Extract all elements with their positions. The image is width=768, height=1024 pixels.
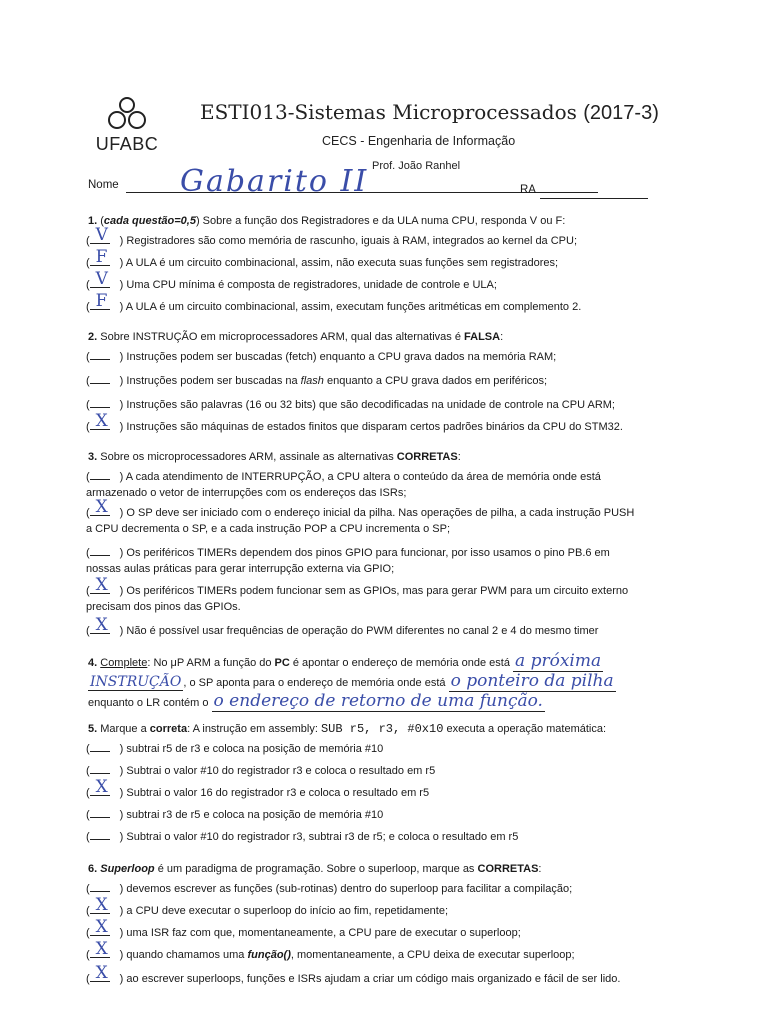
question-number: 3. xyxy=(88,451,98,463)
answer-mark: X xyxy=(95,895,108,915)
q1-text: ) Sobre a função dos Registradores e da ULA numa CPU, responda V ou F: xyxy=(195,215,566,227)
option-text: Não é possível usar frequências de operação do PWM diferentes no canal 2 e 4 do mesmo timer xyxy=(126,625,599,637)
q4-answer-2: o ponteiro da pilha xyxy=(450,671,614,691)
answer-mark: X xyxy=(95,939,108,959)
q6-option-3: ( X ) uma ISR faz com que, momentaneamente, a CPU pare de executar o superloop; xyxy=(86,917,521,939)
question-number: 6. xyxy=(88,863,98,875)
q1-option-1: ( V ) Registradores são como memória de rascunho, iguais à RAM, integrados ao kernel da CPU; xyxy=(86,225,578,247)
q6-option-2: ( X ) a CPU deve executar o superloop do início ao fim, repetidamente; xyxy=(86,895,449,917)
answer-mark: X xyxy=(95,411,108,431)
option-text: subtrai r5 de r3 e coloca na posição de memória #10 xyxy=(126,743,384,755)
answer-mark: X xyxy=(95,615,108,635)
q1-option-4: ( F ) A ULA é um circuito combinacional, assim, executam funções aritméticas em complemento 2. xyxy=(86,291,582,313)
option-text: uma ISR faz com que, momentaneamente, a CPU pare de executar o superloop; xyxy=(126,927,521,939)
answer-mark: V xyxy=(95,225,108,245)
question-number: 5. xyxy=(88,723,98,735)
q4-text: : No μP ARM a função do xyxy=(147,657,275,669)
option-text: devemos escrever as funções (sub-rotinas) dentro do superloop para facilitar a compilação; xyxy=(126,883,573,895)
q3-option-2: ( X ) O SP deve ser iniciado com o endereço inicial da pilha. Nas operações de pilha, a cada instrução PUSH xyxy=(86,497,635,519)
option-emphasis: função() xyxy=(247,949,291,961)
option-text: Os periféricos TIMERs dependem dos pinos GPIO para funcionar, por isso usamos o pino PB.6 em xyxy=(126,547,610,559)
option-text: Instruções são máquinas de estados finitos que disparam certos padrões binários da CPU do STM32. xyxy=(126,421,623,433)
q6-emphasis-b: CORRETAS xyxy=(477,863,539,875)
q4-answer-1a: a próxima xyxy=(515,651,602,671)
option-text-cont: armazenado o vetor de interrupções com os endereços das ISRs; xyxy=(86,487,407,499)
q1-emphasis: cada questão=0,5 xyxy=(103,215,196,227)
course-title xyxy=(200,100,659,125)
professor-name: Prof. João Ranhel xyxy=(372,160,461,172)
question-4-line-2 xyxy=(88,671,616,691)
question-3 xyxy=(88,450,461,465)
q2-text-end: : xyxy=(500,331,504,343)
course-year: (2017-3) xyxy=(583,102,659,124)
question-4 xyxy=(88,651,603,671)
question-1 xyxy=(88,214,565,229)
q1-option-3: ( V ) Uma CPU mínima é composta de registradores, unidade de controle e ULA; xyxy=(86,269,497,291)
q3-option-4-cont xyxy=(86,600,241,615)
question-5 xyxy=(88,722,606,737)
q6-text-end: : xyxy=(538,863,542,875)
answer-mark: X xyxy=(95,917,108,937)
ra-label: RA xyxy=(520,184,536,196)
question-number: 1. xyxy=(88,215,98,227)
option-text: Instruções são palavras (16 ou 32 bits) que são decodificadas na unidade de controle na CPU ARM; xyxy=(126,399,615,411)
q4-text-b: é apontar o endereço de memória onde está xyxy=(289,657,510,669)
q6-option-5: ( X ) ao escrever superloops, funções e ISRs ajudam a criar um código mais organizado e fácil de ser lido. xyxy=(86,963,621,985)
question-number: 4. xyxy=(88,657,98,669)
question-2 xyxy=(88,330,503,345)
answer-mark: X xyxy=(95,777,108,797)
ufabc-logo xyxy=(92,96,162,155)
q2-option-2: ( ) Instruções podem ser buscadas na flash enquanto a CPU grava dados em periféricos; xyxy=(86,375,548,387)
q6-option-1: ( ) devemos escrever as funções (sub-rotinas) dentro do superloop para facilitar a compilação; xyxy=(86,883,573,895)
program-name: CECS - Engenharia de Informação xyxy=(322,134,516,148)
q2-option-4: ( X ) Instruções são máquinas de estados finitos que disparam certos padrões binários da CPU do STM32. xyxy=(86,411,623,433)
option-text: Instruções podem ser buscadas na xyxy=(126,375,301,387)
q5-option-2: ( ) Subtrai o valor #10 do registrador r3 e coloca o resultado em r5 xyxy=(86,765,436,777)
q4-pc: PC xyxy=(274,657,290,669)
q4-answer-3: o endereço de retorno de uma função. xyxy=(213,691,543,711)
question-number: 2. xyxy=(88,331,98,343)
q3-option-3-cont xyxy=(86,562,394,577)
option-text: a CPU deve executar o superloop do início ao fim, repetidamente; xyxy=(126,905,449,917)
q5-text-c: : A instrução em assembly: xyxy=(187,723,321,735)
option-text: ao escrever superloops, funções e ISRs ajudam a criar um código mais organizado e fácil de ser lido. xyxy=(126,973,621,985)
q3-text: Sobre os microprocessadores ARM, assinale as alternativas xyxy=(100,451,397,463)
q5-text-d: executa a operação matemática: xyxy=(443,723,607,735)
option-text: Registradores são como memória de rascunho, iguais à RAM, integrados ao kernel da CPU; xyxy=(126,235,578,247)
q3-option-1: ( ) A cada atendimento de INTERRUPÇÃO, a CPU altera o conteúdo da área de memória onde está xyxy=(86,471,601,483)
name-field-value: Gabarito II xyxy=(180,164,369,199)
q6-option-4: ( X ) quando chamamos uma função(), momentaneamente, a CPU deixa de executar superloop; xyxy=(86,939,575,961)
question-6 xyxy=(88,862,541,877)
ufabc-logo-icon xyxy=(105,96,149,132)
option-text-cont: precisam dos pinos das GPIOs. xyxy=(86,601,241,613)
q2-option-3: ( ) Instruções são palavras (16 ou 32 bits) que são decodificadas na unidade de controle na CPU ARM; xyxy=(86,399,615,411)
option-text: A cada atendimento de INTERRUPÇÃO, a CPU altera o conteúdo da área de memória onde está xyxy=(125,471,601,483)
q5-option-4: ( ) subtrai r3 de r5 e coloca na posição de memória #10 xyxy=(86,809,384,821)
q4-text-c: , o SP aponta para o endereço de memória onde está xyxy=(183,677,446,689)
option-text: Os periféricos TIMERs podem funcionar sem as GPIOs, mas para gerar PWM para um circuito externo xyxy=(126,585,629,597)
q2-emphasis: FALSA xyxy=(464,331,501,343)
q6-emphasis: Superloop xyxy=(100,863,155,875)
option-text: subtrai r3 de r5 e coloca na posição de memória #10 xyxy=(126,809,384,821)
course-name: ESTI013-Sistemas Microprocessados xyxy=(200,100,577,124)
q3-option-2-cont xyxy=(86,522,450,537)
option-text: Uma CPU mínima é composta de registradores, unidade de controle e ULA; xyxy=(126,279,497,291)
q6-text: é um paradigma de programação. Sobre o superloop, marque as xyxy=(154,863,478,875)
option-text: O SP deve ser iniciado com o endereço inicial da pilha. Nas operações de pilha, a cada instrução PUSH xyxy=(126,507,635,519)
q4-answer-1b: INSTRUÇÃO xyxy=(90,674,182,690)
option-text-cont: nossas aulas práticas para gerar interrupção externa via GPIO; xyxy=(86,563,395,575)
q3-option-4: ( X ) Os periféricos TIMERs podem funcionar sem as GPIOs, mas para gerar PWM para um circuito externo xyxy=(86,575,629,597)
answer-mark: X xyxy=(95,497,108,517)
option-text-cont: a CPU decrementa o SP, e a cada instrução POP a CPU incrementa o SP; xyxy=(86,523,451,535)
question-4-line-3 xyxy=(88,691,545,711)
answer-mark: F xyxy=(95,247,108,267)
option-text: Subtrai o valor 16 do registrador r3 e coloca o resultado em r5 xyxy=(126,787,430,799)
q4-text-d: enquanto o LR contém o xyxy=(88,697,209,709)
q5-text: Marque a xyxy=(100,723,150,735)
option-emphasis: flash xyxy=(300,375,324,387)
q5-emphasis: correta xyxy=(149,723,188,735)
q5-option-5: ( ) Subtrai o valor #10 do registrador r3, subtrai r3 de r5; e coloca o resultado em r5 xyxy=(86,831,519,843)
answer-mark: X xyxy=(95,963,108,983)
q1-prefix: ( xyxy=(100,215,104,227)
q3-option-1-cont xyxy=(86,486,406,501)
q1-option-2: ( F ) A ULA é um circuito combinacional, assim, não executa suas funções sem registradores; xyxy=(86,247,559,269)
q3-option-5: ( X ) Não é possível usar frequências de operação do PWM diferentes no canal 2 e 4 do mesmo timer xyxy=(86,615,599,637)
q5-code: SUB r5, r3, #0x10 xyxy=(320,722,444,736)
q2-text: Sobre INSTRUÇÃO em microprocessadores ARM, qual das alternativas é xyxy=(100,331,465,343)
q5-option-1: ( ) subtrai r5 de r3 e coloca na posição de memória #10 xyxy=(86,743,384,755)
q4-label: Complete xyxy=(100,657,148,669)
option-text: quando chamamos uma xyxy=(126,949,248,961)
option-text: Instruções podem ser buscadas (fetch) enquanto a CPU grava dados na memória RAM; xyxy=(126,351,557,363)
option-text: Subtrai o valor #10 do registrador r3, subtrai r3 de r5; e coloca o resultado em r5 xyxy=(126,831,519,843)
name-label: Nome xyxy=(88,179,119,191)
ra-line xyxy=(540,198,648,199)
q2-option-1: ( ) Instruções podem ser buscadas (fetch) enquanto a CPU grava dados na memória RAM; xyxy=(86,351,557,363)
option-text-end: enquanto a CPU grava dados em periféricos; xyxy=(323,375,548,387)
option-text: A ULA é um circuito combinacional, assim, não executa suas funções sem registradores; xyxy=(125,257,559,269)
option-text-end: , momentaneamente, a CPU deixa de executar superloop; xyxy=(290,949,575,961)
q3-text-end: : xyxy=(457,451,461,463)
answer-mark: V xyxy=(95,269,108,289)
q3-option-3: ( ) Os periféricos TIMERs dependem dos pinos GPIO para funcionar, por isso usamos o pino PB.6 em xyxy=(86,547,610,559)
answer-mark: F xyxy=(95,291,108,311)
q3-emphasis: CORRETAS xyxy=(396,451,458,463)
option-text: A ULA é um circuito combinacional, assim, executam funções aritméticas em complemento 2. xyxy=(125,301,582,313)
logo-text: UFABC xyxy=(95,134,159,154)
q5-option-3: ( X ) Subtrai o valor 16 do registrador r3 e coloca o resultado em r5 xyxy=(86,777,430,799)
option-text: Subtrai o valor #10 do registrador r3 e coloca o resultado em r5 xyxy=(126,765,436,777)
answer-mark: X xyxy=(95,575,108,595)
